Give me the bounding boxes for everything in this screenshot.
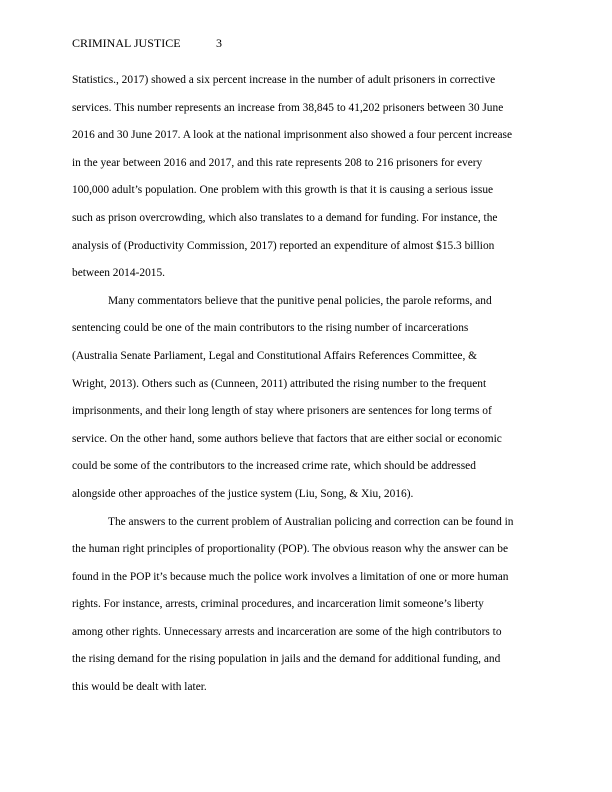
page-number: 3 bbox=[216, 36, 222, 50]
text-line: (Australia Senate Parliament, Legal and Constitutional Affairs References Committee, & bbox=[72, 349, 477, 362]
paragraph-3 bbox=[72, 509, 540, 702]
text-line: The answers to the current problem of Australian policing and correction can be found in bbox=[108, 515, 514, 528]
text-line: among other rights. Unnecessary arrests and incarceration are some of the high contributors to bbox=[72, 625, 502, 638]
text-line: Wright, 2013). Others such as (Cunneen, 2011) attributed the rising number to the frequent bbox=[72, 377, 487, 390]
text-line: found in the POP it’s because much the police work involves a limitation of one or more human bbox=[72, 570, 509, 583]
text-line: in the year between 2016 and 2017, and this rate represents 208 to 216 prisoners for every bbox=[72, 156, 483, 169]
text-line: such as prison overcrowding, which also translates to a demand for funding. For instance, the bbox=[72, 211, 498, 224]
text-line: sentencing could be one of the main contributors to the rising number of incarcerations bbox=[72, 322, 469, 335]
text-line: services. This number represents an increase from 38,845 to 41,202 prisoners between 30 June bbox=[72, 101, 504, 114]
text-line: could be some of the contributors to the increased crime rate, which should be addressed bbox=[72, 460, 476, 473]
text-line: the rising demand for the rising population in jails and the demand for additional funding, and bbox=[72, 653, 501, 666]
paragraph-2 bbox=[72, 288, 540, 509]
page-header bbox=[72, 36, 222, 50]
body-text bbox=[72, 67, 540, 702]
text-line: the human right principles of proportionality (POP). The obvious reason why the answer can be bbox=[72, 543, 509, 556]
text-line: this would be dealt with later. bbox=[72, 681, 207, 694]
text-line: rights. For instance, arrests, criminal procedures, and incarceration limit someone’s liberty bbox=[72, 598, 484, 611]
running-head: CRIMINAL JUSTICE bbox=[72, 36, 181, 50]
text-line: alongside other approaches of the justice system (Liu, Song, & Xiu, 2016). bbox=[72, 487, 414, 500]
text-line: analysis of (Productivity Commission, 2017) reported an expenditure of almost $15.3 billion bbox=[72, 239, 495, 252]
text-line: service. On the other hand, some authors believe that factors that are either social or economic bbox=[72, 432, 502, 445]
text-line: 2016 and 30 June 2017. A look at the national imprisonment also showed a four percent increase bbox=[72, 129, 513, 142]
text-line: imprisonments, and their long length of stay where prisoners are sentences for long terms of bbox=[72, 405, 492, 418]
text-line: Statistics., 2017) showed a six percent increase in the number of adult prisoners in corrective bbox=[72, 74, 496, 86]
paragraph-1 bbox=[72, 67, 540, 288]
text-line: between 2014-2015. bbox=[72, 267, 165, 280]
text-line: Many commentators believe that the punitive penal policies, the parole reforms, and bbox=[108, 294, 492, 307]
text-line: 100,000 adult’s population. One problem with this growth is that it is causing a serious issue bbox=[72, 184, 494, 197]
